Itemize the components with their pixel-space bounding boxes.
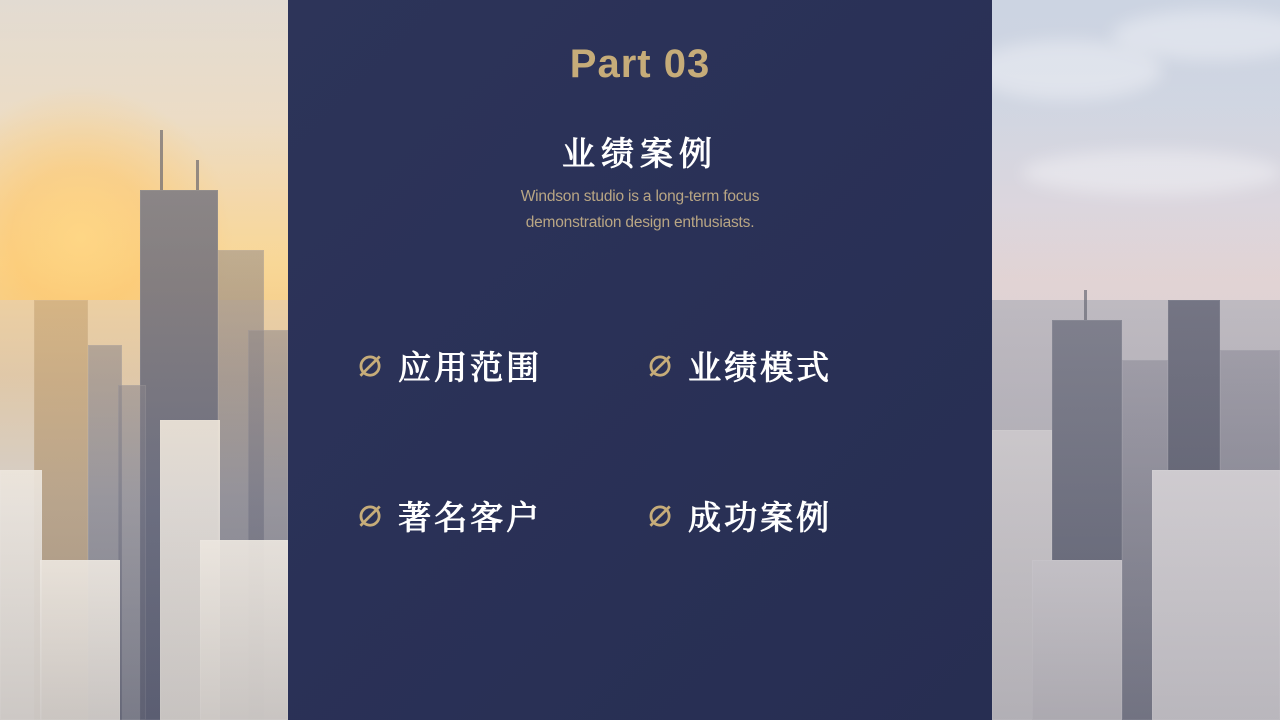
- topic-item-scope[interactable]: [358, 290, 648, 440]
- left-photo-overlay: [0, 0, 288, 720]
- topic-label: 业绩模式: [688, 348, 833, 386]
- topic-label: 应用范围: [398, 348, 543, 386]
- diameter-icon: ⌀: [648, 490, 673, 536]
- section-subtitle: [288, 184, 992, 236]
- diameter-icon: ⌀: [648, 340, 673, 386]
- right-photo-overlay: [992, 0, 1280, 720]
- diameter-icon: ⌀: [358, 340, 383, 386]
- part-label: Part 03: [569, 42, 711, 86]
- right-city-photo: [992, 0, 1280, 720]
- topic-item-mode[interactable]: [648, 290, 922, 440]
- topic-item-clients[interactable]: [358, 440, 648, 590]
- subtitle-line-1: Windson studio is a long-term focus: [520, 188, 760, 205]
- topic-label: 著名客户: [398, 498, 543, 536]
- diameter-icon: ⌀: [358, 490, 383, 536]
- left-city-photo: [0, 0, 288, 720]
- topic-label: 成功案例: [688, 498, 833, 536]
- topic-grid: [358, 290, 922, 590]
- section-title: 业绩案例: [562, 135, 718, 172]
- content-panel: [288, 0, 992, 720]
- subtitle-line-2: demonstration design enthusiasts.: [525, 214, 755, 231]
- topic-item-cases[interactable]: [648, 440, 922, 590]
